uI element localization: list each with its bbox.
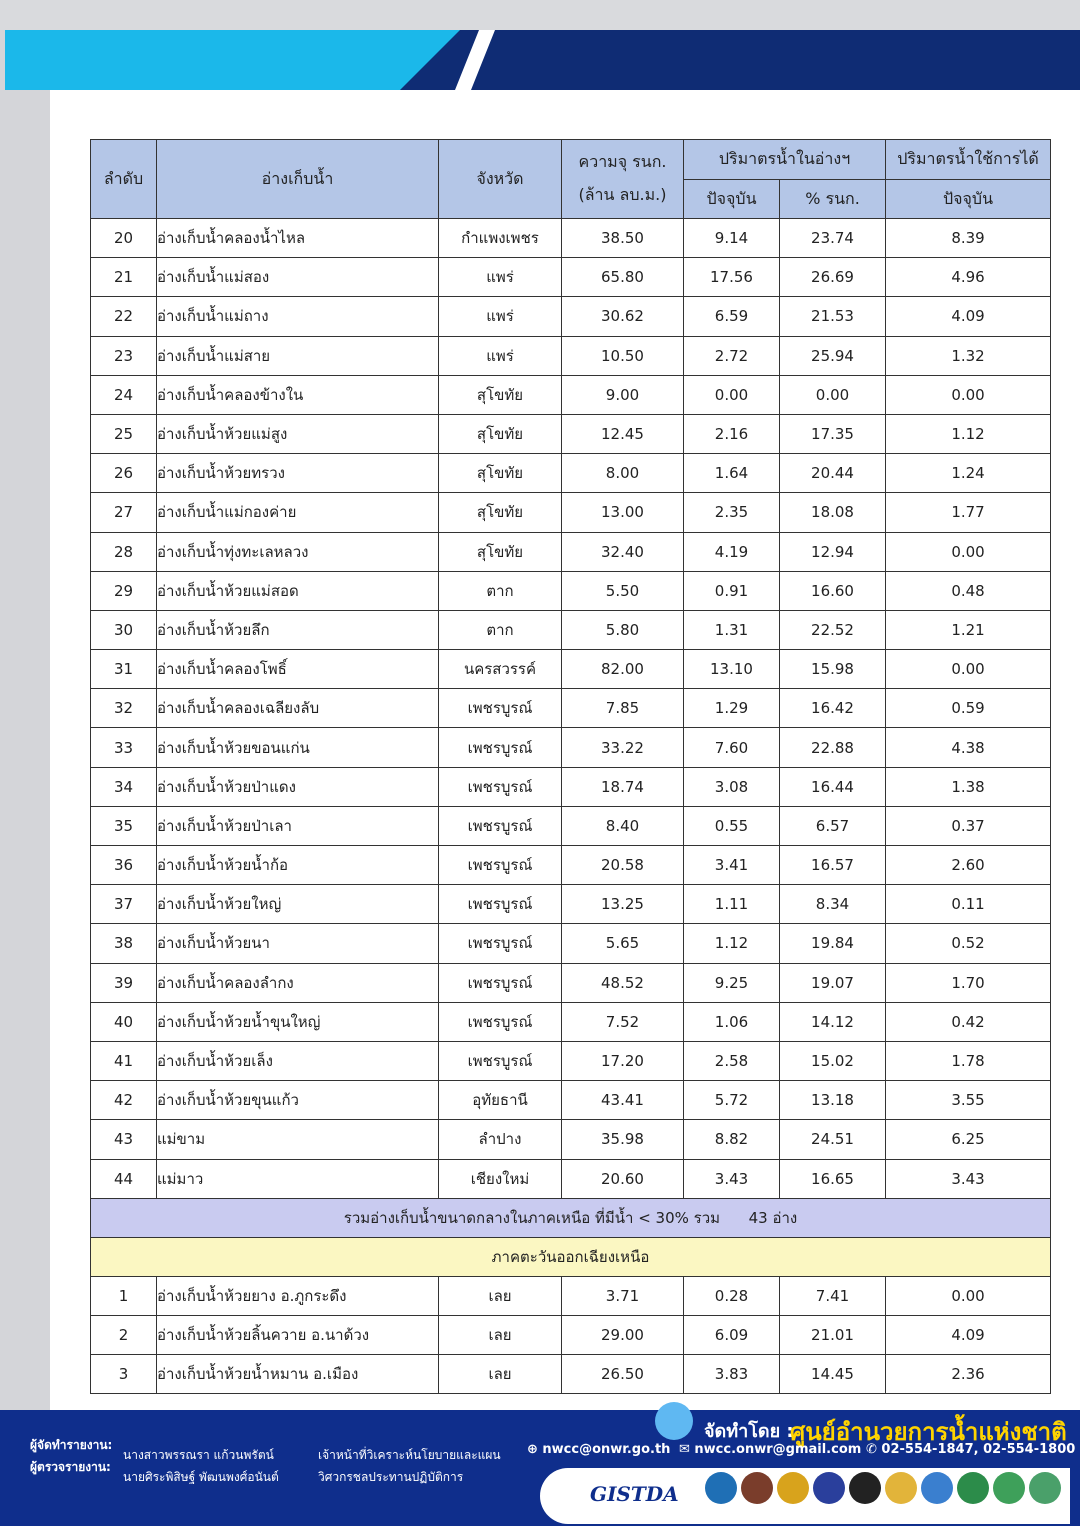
cell-usable: 6.25 [886,1120,1051,1159]
cell-percent: 23.74 [780,219,886,258]
cell-no: 2 [91,1315,157,1354]
table-row [91,1159,1051,1198]
cell-usable: 4.96 [886,258,1051,297]
cell-province: อุทัยธานี [439,1081,562,1120]
cell-no: 43 [91,1120,157,1159]
cell-name: อ่างเก็บน้ำแม่ถาง [157,297,439,336]
gistda-logo: GISTDA [590,1482,679,1506]
cell-name: แม่ขาม [157,1120,439,1159]
cell-name: อ่างเก็บน้ำห้วยแม่สอด [157,571,439,610]
cell-capacity: 7.52 [562,1002,684,1041]
table-row [91,963,1051,1002]
reservoir-table [90,139,1051,1394]
cell-usable: 1.21 [886,610,1051,649]
reporter-name: นางสาวพรรณรา แก้วนพรัตน์ [123,1448,274,1462]
cell-province: เลย [439,1276,562,1315]
header-navy-bar [400,30,1080,90]
cell-current: 1.12 [684,924,780,963]
table-row [91,767,1051,806]
cell-current: 3.43 [684,1159,780,1198]
cell-capacity: 9.00 [562,375,684,414]
email-link[interactable]: ✉ nwcc.onwr@gmail.com [679,1442,862,1457]
cell-no: 44 [91,1159,157,1198]
reporter-role: เจ้าหน้าที่วิเคราะห์นโยบายและแผน [318,1448,501,1462]
cell-percent: 16.65 [780,1159,886,1198]
cell-no: 22 [91,297,157,336]
cell-current: 5.72 [684,1081,780,1120]
mail-icon: ✉ [679,1442,695,1457]
cell-percent: 16.60 [780,571,886,610]
table-row [91,1315,1051,1354]
cell-usable: 1.12 [886,414,1051,453]
cell-percent: 16.42 [780,689,886,728]
cell-current: 1.64 [684,454,780,493]
summary-row [91,1198,1051,1237]
cell-name: อ่างเก็บน้ำห้วยแม่สูง [157,414,439,453]
cell-current: 7.60 [684,728,780,767]
cell-name: อ่างเก็บน้ำคลองลำกง [157,963,439,1002]
cell-capacity: 5.80 [562,610,684,649]
cell-capacity: 20.60 [562,1159,684,1198]
cell-no: 39 [91,963,157,1002]
cell-usable: 0.42 [886,1002,1051,1041]
cell-no: 41 [91,1041,157,1080]
cell-current: 8.82 [684,1120,780,1159]
globe-icon: ⊕ [527,1442,543,1457]
phone-contact: ✆ 02-554-1847, 02-554-1800 [866,1442,1076,1457]
table-row [91,728,1051,767]
table-row [91,806,1051,845]
cell-no: 25 [91,414,157,453]
cell-name: อ่างเก็บน้ำห้วยเล็ง [157,1041,439,1080]
cell-current: 0.00 [684,375,780,414]
cell-province: เชียงใหม่ [439,1159,562,1198]
partner-logo-6 [885,1472,917,1504]
partner-logo-2 [741,1472,773,1504]
cell-capacity: 18.74 [562,767,684,806]
table-row [91,689,1051,728]
cell-usable: 1.38 [886,767,1051,806]
cell-province: เพชรบูรณ์ [439,846,562,885]
table-row [91,1355,1051,1394]
cell-usable: 0.37 [886,806,1051,845]
cell-province: ลำปาง [439,1120,562,1159]
cell-province: เพชรบูรณ์ [439,924,562,963]
cell-name: อ่างเก็บน้ำแม่กองค่าย [157,493,439,532]
partner-logo-4 [813,1472,845,1504]
cell-no: 36 [91,846,157,885]
header-capacity-line2: (ล้าน ลบ.ม.) [578,185,667,204]
cell-usable: 0.11 [886,885,1051,924]
cell-province: แพร่ [439,258,562,297]
cell-current: 3.41 [684,846,780,885]
table-row [91,454,1051,493]
cell-percent: 14.12 [780,1002,886,1041]
table-row [91,1041,1051,1080]
cell-name: อ่างเก็บน้ำคลองเฉลียงลับ [157,689,439,728]
cell-percent: 0.00 [780,375,886,414]
cell-capacity: 29.00 [562,1315,684,1354]
cell-usable: 3.43 [886,1159,1051,1198]
cell-capacity: 82.00 [562,650,684,689]
header-cyan-bar [5,30,475,90]
cell-province: สุโขทัย [439,454,562,493]
header-capacity-line1: ความจุ รนก. [578,152,667,171]
header-order: ลำดับ [91,140,157,219]
org-name: ศูนย์อำนวยการน้ำแห่งชาติ [790,1418,1067,1446]
cell-current: 0.55 [684,806,780,845]
cell-province: สุโขทัย [439,375,562,414]
cell-capacity: 13.00 [562,493,684,532]
cell-capacity: 8.40 [562,806,684,845]
region-row [91,1237,1051,1276]
partner-logo-5 [849,1472,881,1504]
cell-capacity: 38.50 [562,219,684,258]
cell-capacity: 17.20 [562,1041,684,1080]
cell-current: 9.25 [684,963,780,1002]
cell-no: 23 [91,336,157,375]
cell-province: เพชรบูรณ์ [439,806,562,845]
cell-usable: 4.09 [886,1315,1051,1354]
table-row [91,493,1051,532]
cell-name: อ่างเก็บน้ำห้วยลิ้นควาย อ.นาด้วง [157,1315,439,1354]
left-strip [0,30,50,1410]
cell-province: เพชรบูรณ์ [439,1041,562,1080]
cell-usable: 0.00 [886,650,1051,689]
cell-current: 6.09 [684,1315,780,1354]
summary-text: รวมอ่างเก็บน้ำขนาดกลางในภาคเหนือ ที่มีน้ำ < 30% รวม 43 อ่าง [91,1198,1051,1237]
cell-province: เพชรบูรณ์ [439,885,562,924]
cell-capacity: 43.41 [562,1081,684,1120]
cell-name: อ่างเก็บน้ำห้วยน้ำก้อ [157,846,439,885]
cell-name: อ่างเก็บน้ำห้วยขอนแก่น [157,728,439,767]
table-row [91,571,1051,610]
cell-province: ตาก [439,571,562,610]
cell-usable: 1.77 [886,493,1051,532]
cell-name: อ่างเก็บน้ำห้วยลึก [157,610,439,649]
cell-usable: 3.55 [886,1081,1051,1120]
cell-capacity: 3.71 [562,1276,684,1315]
cell-capacity: 26.50 [562,1355,684,1394]
cell-province: เพชรบูรณ์ [439,963,562,1002]
region-title: ภาคตะวันออกเฉียงเหนือ [91,1237,1051,1276]
cell-current: 1.11 [684,885,780,924]
cell-current: 0.28 [684,1276,780,1315]
partner-logo-3 [777,1472,809,1504]
partner-logo-9 [993,1472,1025,1504]
cell-capacity: 30.62 [562,297,684,336]
cell-usable: 0.00 [886,1276,1051,1315]
table-row [91,924,1051,963]
cell-no: 32 [91,689,157,728]
prepared-by-label: จัดทำโดย : [704,1421,794,1442]
cell-capacity: 20.58 [562,846,684,885]
cell-name: อ่างเก็บน้ำห้วยน้ำหมาน อ.เมือง [157,1355,439,1394]
cell-current: 2.72 [684,336,780,375]
cell-usable: 0.52 [886,924,1051,963]
cell-no: 30 [91,610,157,649]
header-province: จังหวัด [439,140,562,219]
cell-capacity: 12.45 [562,414,684,453]
header-usable-group: ปริมาตรน้ำใช้การได้ [886,140,1051,180]
table-row [91,414,1051,453]
cell-percent: 22.52 [780,610,886,649]
table-row [91,1276,1051,1315]
partner-logo-1 [705,1472,737,1504]
table-row [91,846,1051,885]
cell-name: อ่างเก็บน้ำห้วยใหญ่ [157,885,439,924]
cell-percent: 21.53 [780,297,886,336]
cell-capacity: 13.25 [562,885,684,924]
cell-usable: 4.38 [886,728,1051,767]
cell-name: อ่างเก็บน้ำห้วยป่าแดง [157,767,439,806]
north-rows [91,219,1051,1199]
cell-usable: 1.32 [886,336,1051,375]
cell-percent: 17.35 [780,414,886,453]
cell-province: เลย [439,1355,562,1394]
cell-percent: 26.69 [780,258,886,297]
partner-logo-8 [957,1472,989,1504]
partner-logo-10 [1029,1472,1061,1504]
table-row [91,610,1051,649]
header-volume-current: ปัจจุบัน [684,180,780,219]
table-row [91,258,1051,297]
header-capacity [562,140,684,219]
table-row [91,1081,1051,1120]
table-row [91,885,1051,924]
cell-capacity: 65.80 [562,258,684,297]
cell-current: 1.31 [684,610,780,649]
header-volume-percent: % รนก. [780,180,886,219]
cell-no: 37 [91,885,157,924]
cell-percent: 19.84 [780,924,886,963]
cell-current: 13.10 [684,650,780,689]
table-row [91,1002,1051,1041]
cell-province: เลย [439,1315,562,1354]
cell-current: 3.08 [684,767,780,806]
header-usable-current: ปัจจุบัน [886,180,1051,219]
header-volume-group: ปริมาตรน้ำในอ่างฯ [684,140,886,180]
cell-no: 26 [91,454,157,493]
cell-province: นครสวรรค์ [439,650,562,689]
cell-usable: 1.24 [886,454,1051,493]
cell-name: อ่างเก็บน้ำคลองข้างใน [157,375,439,414]
cell-province: เพชรบูรณ์ [439,728,562,767]
cell-usable: 1.78 [886,1041,1051,1080]
cell-usable: 0.48 [886,571,1051,610]
cell-province: แพร่ [439,336,562,375]
cell-name: อ่างเก็บน้ำห้วยยาง อ.ภูกระดึง [157,1276,439,1315]
cell-no: 38 [91,924,157,963]
cell-capacity: 33.22 [562,728,684,767]
cell-current: 2.16 [684,414,780,453]
water-drop-mascot-icon [655,1402,693,1440]
cell-name: อ่างเก็บน้ำห้วยนา [157,924,439,963]
footer [0,1410,1080,1526]
northeast-rows [91,1276,1051,1394]
cell-current: 2.35 [684,493,780,532]
cell-usable: 0.00 [886,375,1051,414]
cell-name: อ่างเก็บน้ำห้วยขุนแก้ว [157,1081,439,1120]
cell-current: 17.56 [684,258,780,297]
table-row [91,1120,1051,1159]
cell-percent: 16.44 [780,767,886,806]
reviewer-label: ผู้ตรวจรายงาน: [30,1460,111,1474]
cell-capacity: 5.65 [562,924,684,963]
cell-percent: 20.44 [780,454,886,493]
cell-current: 6.59 [684,297,780,336]
cell-percent: 15.02 [780,1041,886,1080]
cell-usable: 4.09 [886,297,1051,336]
cell-capacity: 7.85 [562,689,684,728]
cell-usable: 2.36 [886,1355,1051,1394]
cell-percent: 15.98 [780,650,886,689]
table-row [91,297,1051,336]
reviewer-role: วิศวกรชลประทานปฏิบัติการ [318,1470,464,1484]
cell-no: 29 [91,571,157,610]
cell-province: สุโขทัย [439,414,562,453]
cell-current: 3.83 [684,1355,780,1394]
cell-percent: 14.45 [780,1355,886,1394]
cell-capacity: 32.40 [562,532,684,571]
cell-percent: 21.01 [780,1315,886,1354]
cell-capacity: 5.50 [562,571,684,610]
cell-percent: 13.18 [780,1081,886,1120]
cell-no: 27 [91,493,157,532]
cell-current: 1.06 [684,1002,780,1041]
cell-name: แม่มาว [157,1159,439,1198]
cell-no: 40 [91,1002,157,1041]
cell-name: อ่างเก็บน้ำห้วยน้ำขุนใหญ่ [157,1002,439,1041]
reviewer-name: นายศิระพิสิษฐ์ พัฒนพงศ์อนันต์ [123,1470,279,1484]
top-band [0,0,1080,30]
cell-percent: 6.57 [780,806,886,845]
cell-no: 1 [91,1276,157,1315]
cell-no: 31 [91,650,157,689]
table-row [91,219,1051,258]
cell-usable: 8.39 [886,219,1051,258]
cell-capacity: 10.50 [562,336,684,375]
cell-no: 21 [91,258,157,297]
cell-name: อ่างเก็บน้ำทุ่งทะเลหลวง [157,532,439,571]
cell-percent: 24.51 [780,1120,886,1159]
cell-percent: 12.94 [780,532,886,571]
cell-province: แพร่ [439,297,562,336]
cell-no: 24 [91,375,157,414]
table-row [91,336,1051,375]
cell-percent: 25.94 [780,336,886,375]
cell-province: ตาก [439,610,562,649]
cell-name: อ่างเก็บน้ำคลองโพธิ์ [157,650,439,689]
reporter-label: ผู้จัดทำรายงาน: [30,1438,113,1452]
cell-capacity: 8.00 [562,454,684,493]
cell-no: 20 [91,219,157,258]
cell-current: 1.29 [684,689,780,728]
cell-name: อ่างเก็บน้ำห้วยทรวง [157,454,439,493]
cell-no: 35 [91,806,157,845]
cell-province: เพชรบูรณ์ [439,689,562,728]
cell-current: 2.58 [684,1041,780,1080]
cell-province: เพชรบูรณ์ [439,767,562,806]
cell-percent: 16.57 [780,846,886,885]
website-link[interactable]: ⊕ nwcc@onwr.go.th [527,1442,671,1457]
cell-name: อ่างเก็บน้ำแม่สาย [157,336,439,375]
cell-percent: 19.07 [780,963,886,1002]
cell-name: อ่างเก็บน้ำห้วยป่าเลา [157,806,439,845]
cell-no: 42 [91,1081,157,1120]
cell-province: เพชรบูรณ์ [439,1002,562,1041]
header-reservoir: อ่างเก็บน้ำ [157,140,439,219]
cell-no: 34 [91,767,157,806]
table-row [91,650,1051,689]
cell-province: สุโขทัย [439,493,562,532]
cell-usable: 2.60 [886,846,1051,885]
cell-percent: 7.41 [780,1276,886,1315]
cell-current: 9.14 [684,219,780,258]
cell-name: อ่างเก็บน้ำคลองน้ำไหล [157,219,439,258]
table-row [91,532,1051,571]
cell-province: กำแพงเพชร [439,219,562,258]
phone-icon: ✆ [866,1442,882,1457]
cell-capacity: 48.52 [562,963,684,1002]
cell-no: 3 [91,1355,157,1394]
cell-current: 4.19 [684,532,780,571]
cell-percent: 22.88 [780,728,886,767]
cell-province: สุโขทัย [439,532,562,571]
cell-usable: 0.00 [886,532,1051,571]
partner-logo-7 [921,1472,953,1504]
cell-no: 28 [91,532,157,571]
cell-capacity: 35.98 [562,1120,684,1159]
cell-current: 0.91 [684,571,780,610]
cell-usable: 1.70 [886,963,1051,1002]
cell-usable: 0.59 [886,689,1051,728]
cell-percent: 18.08 [780,493,886,532]
cell-name: อ่างเก็บน้ำแม่สอง [157,258,439,297]
table-row [91,375,1051,414]
cell-percent: 8.34 [780,885,886,924]
cell-no: 33 [91,728,157,767]
